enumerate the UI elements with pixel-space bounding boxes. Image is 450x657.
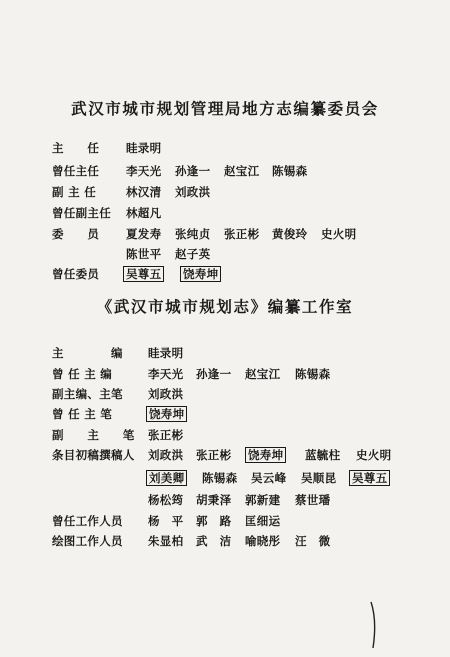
member-name: 陈锡森 <box>295 367 331 381</box>
member-name: 吴顺昆 <box>301 471 337 485</box>
member-name: 武 洁 <box>196 534 232 548</box>
member-name: 刘政洪 <box>175 185 211 199</box>
member-name: 郭新建 <box>245 493 281 507</box>
row-label: 条目初稿撰稿人 <box>52 448 135 462</box>
row-label: 副主编、主笔 <box>52 387 123 401</box>
office-title: 《武汉市城市规划志》编纂工作室 <box>96 297 354 316</box>
member-name: 刘政洪 <box>148 448 184 462</box>
boxed-member-name: 刘美卿 <box>146 470 187 486</box>
row-label: 委 员 <box>52 227 100 241</box>
row-label: 副 主 笔 <box>52 428 135 442</box>
boxed-member-name: 吴尊五 <box>123 266 164 282</box>
pen-stroke-mark <box>368 600 380 650</box>
member-name: 黄俊玲 <box>272 227 308 241</box>
member-name: 陈世平 <box>126 247 162 261</box>
member-name: 赵宝江 <box>245 367 281 381</box>
member-name: 眭录明 <box>126 141 162 155</box>
member-name: 孙逢一 <box>196 367 232 381</box>
row-label: 主 编 <box>52 346 123 360</box>
member-name: 杨 平 <box>148 514 184 528</box>
member-name: 陈锡森 <box>272 164 308 178</box>
member-name: 林超凡 <box>126 206 162 220</box>
member-name: 朱显柏 <box>148 534 184 548</box>
boxed-member-name: 饶寿坤 <box>245 447 286 463</box>
row-label: 副 主 任 <box>52 185 97 199</box>
member-name: 夏发寿 <box>126 227 162 241</box>
member-name: 史火明 <box>356 448 392 462</box>
member-name: 李天光 <box>148 367 184 381</box>
row-label: 绘图工作人员 <box>52 534 123 548</box>
member-name: 刘政洪 <box>148 387 184 401</box>
boxed-member-name: 饶寿坤 <box>146 406 187 422</box>
member-name: 赵宝江 <box>224 164 260 178</box>
row-label: 曾任工作人员 <box>52 514 123 528</box>
member-name: 胡秉泽 <box>196 493 232 507</box>
member-name: 陈锡森 <box>202 471 238 485</box>
row-label: 曾任主任 <box>52 164 100 178</box>
committee-title: 武汉市城市规划管理局地方志编纂委员会 <box>71 99 379 118</box>
boxed-member-name: 饶寿坤 <box>180 266 221 282</box>
member-name: 汪 微 <box>295 534 331 548</box>
member-name: 蓝毓柱 <box>305 448 341 462</box>
member-name: 张纯贞 <box>175 227 211 241</box>
member-name: 眭录明 <box>148 346 184 360</box>
boxed-member-name: 吴尊五 <box>349 470 390 486</box>
member-name: 喻晓彤 <box>245 534 281 548</box>
member-name: 蔡世璠 <box>295 493 331 507</box>
member-name: 林汉清 <box>126 185 162 199</box>
member-name: 张正彬 <box>196 448 232 462</box>
member-name: 张正彬 <box>224 227 260 241</box>
row-label: 曾任委员 <box>52 267 100 281</box>
row-label: 主 任 <box>52 141 100 155</box>
member-name: 匡细运 <box>245 514 281 528</box>
member-name: 张正彬 <box>148 428 184 442</box>
member-name: 郭 路 <box>196 514 232 528</box>
member-name: 吴云峰 <box>251 471 287 485</box>
row-label: 曾 任 主 笔 <box>52 407 113 421</box>
member-name: 赵子英 <box>175 247 211 261</box>
member-name: 孙逢一 <box>175 164 211 178</box>
member-name: 史火明 <box>321 227 357 241</box>
row-label: 曾任副主任 <box>52 206 111 220</box>
member-name: 杨松筠 <box>148 493 184 507</box>
member-name: 李天光 <box>126 164 162 178</box>
row-label: 曾 任 主 编 <box>52 367 113 381</box>
